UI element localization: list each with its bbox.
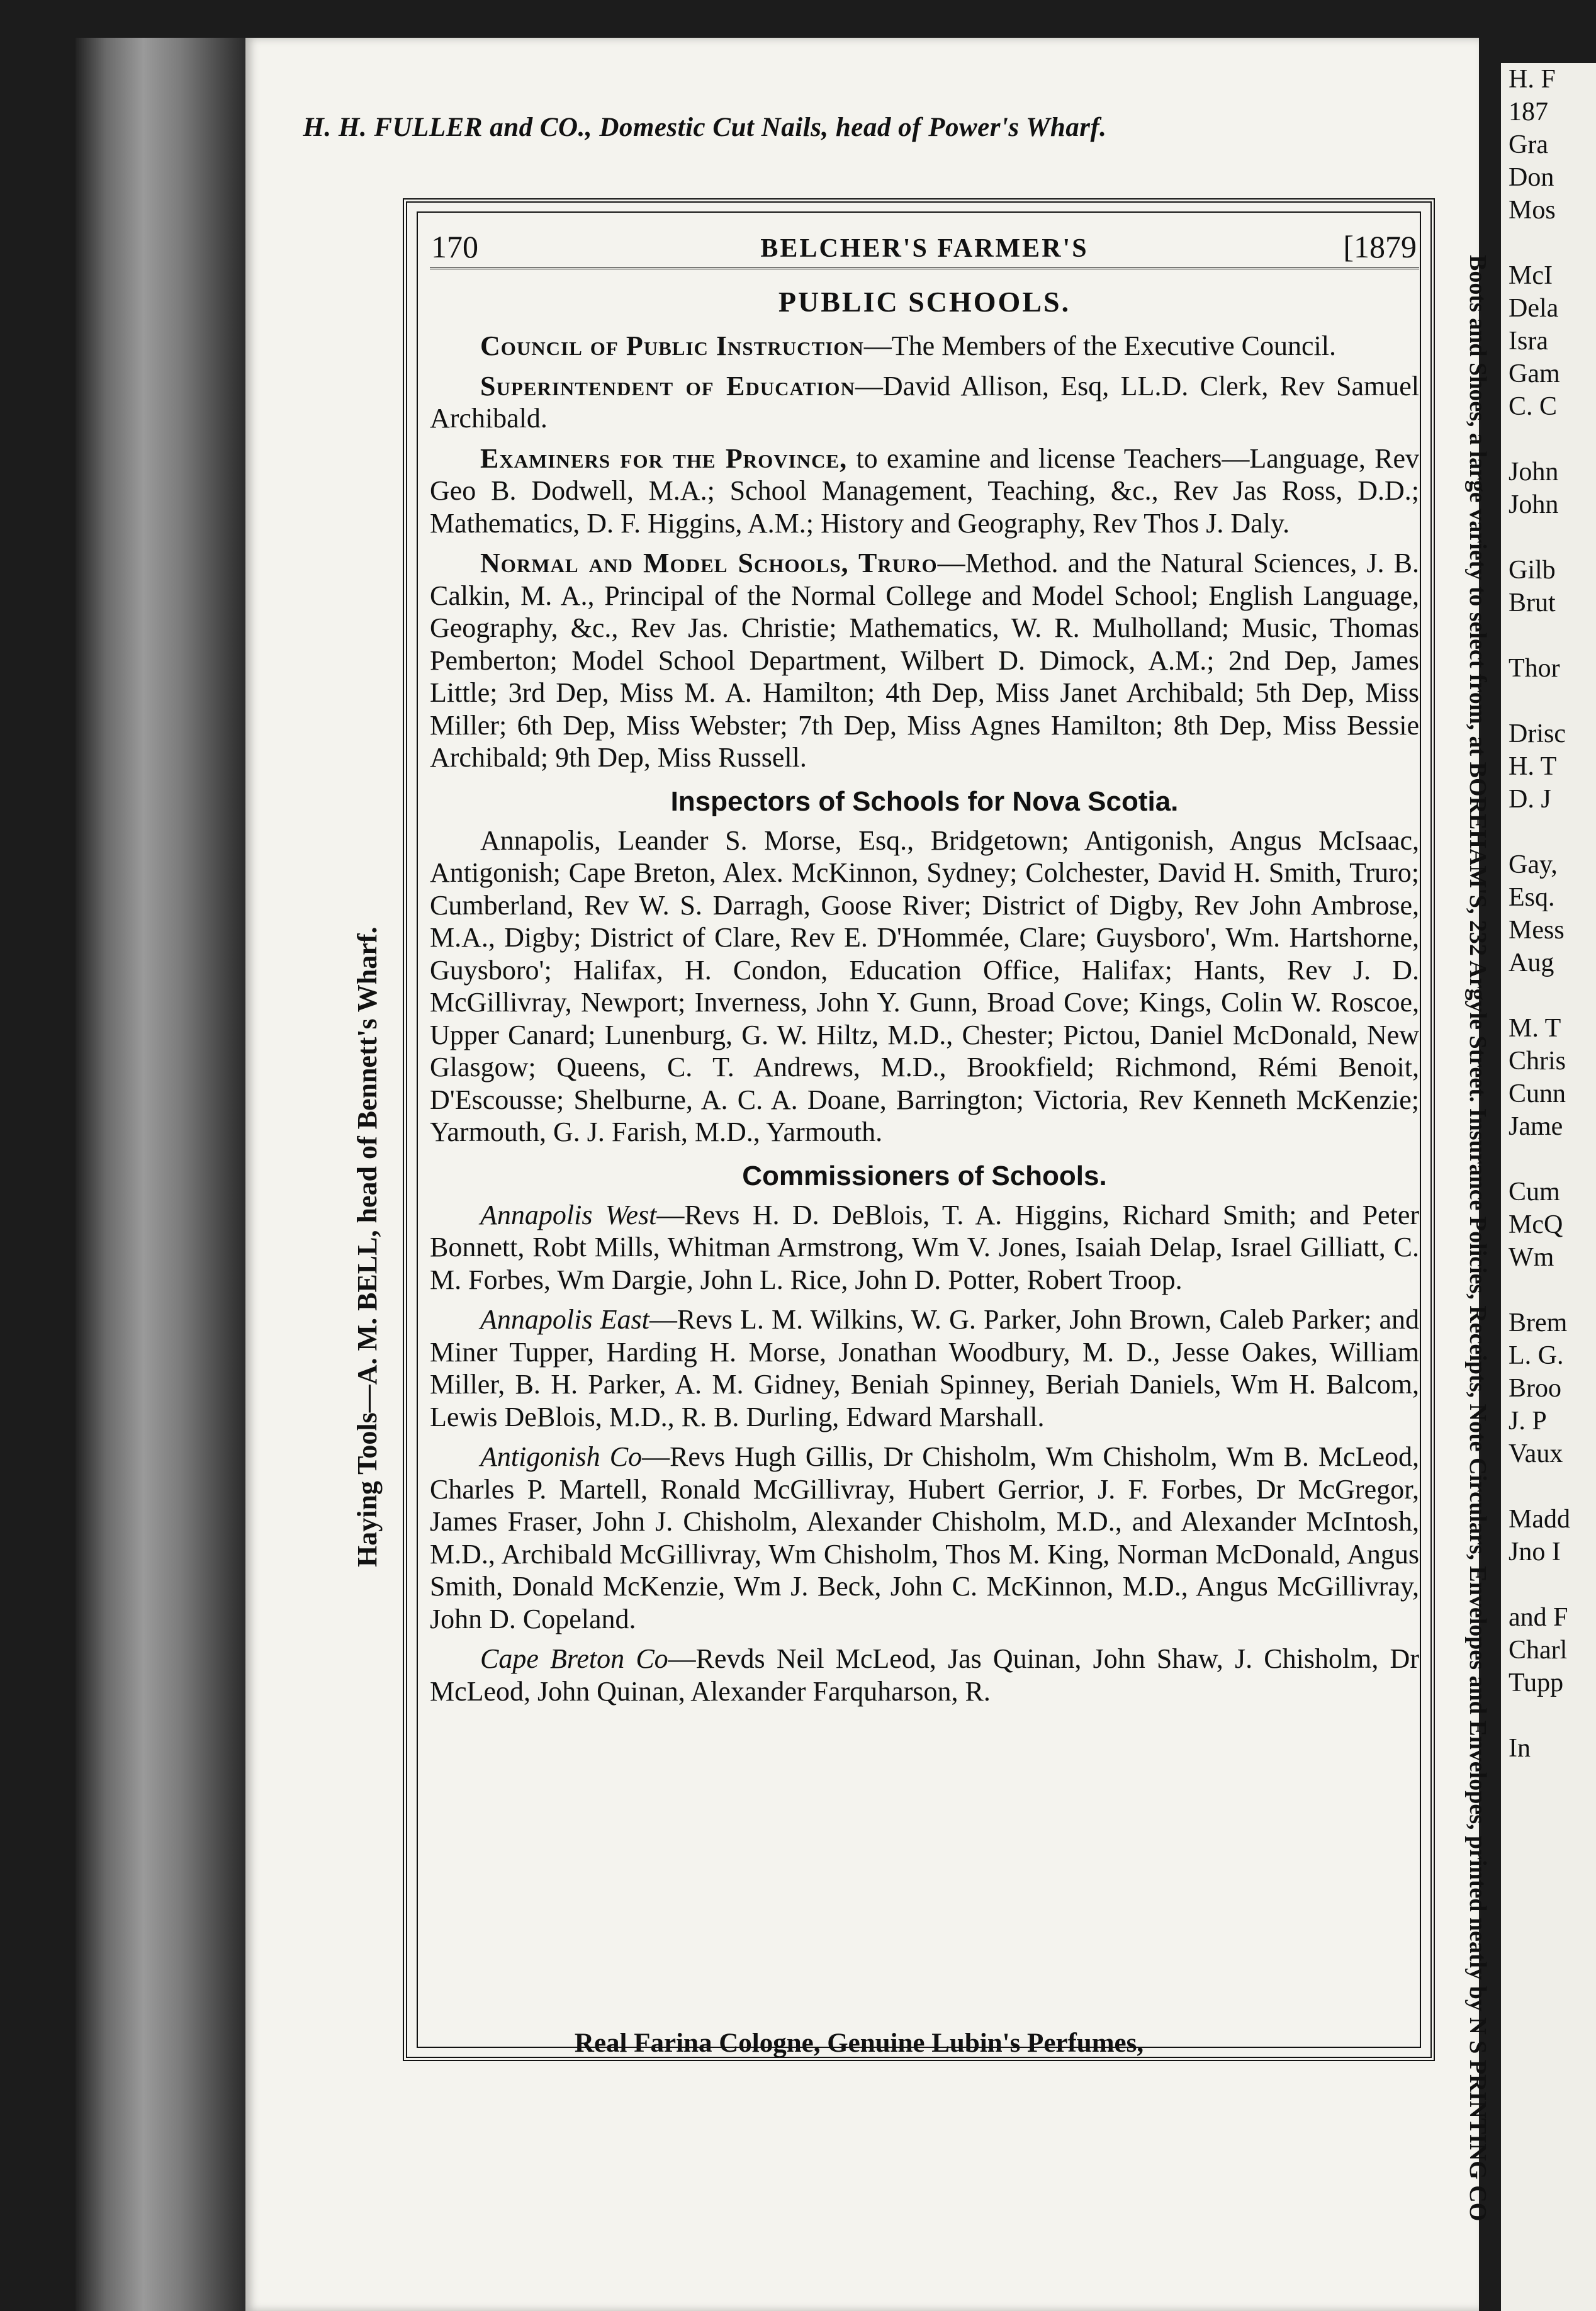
superintendent-label: Superintendent of Education — [480, 370, 855, 402]
header-year: [1879 — [1343, 229, 1417, 264]
adjacent-page-line — [1501, 1274, 1596, 1307]
normal-school-text: —Method. and the Natural Sciences, J. B. Calkin, M. A., Principal of the Normal College and Model School; English Language, Geography, &c., Rev Jas. Christie; Mathematics, W. R. Mulholland; Music, Thomas Pemberton; Model School Department, Wilbert D. Dimock, A.M.; 2nd Dep, James Little; 3rd Dep, Miss M. A. Hamilton; 4th Dep, Miss Janet Archibald; 5th Dep, Miss Miller; 6th Dep, Miss Webster; 7th Dep, Miss Agnes Hamilton; 8th Dep, Miss Bessie Archibald; 9th Dep, Miss Russell. — [430, 548, 1419, 773]
adjacent-page-line: Charl — [1509, 1636, 1568, 1665]
cape-breton-entry — [430, 1643, 1419, 1707]
adjacent-page-line: John — [1509, 490, 1559, 519]
adjacent-page-line: 187 — [1509, 98, 1548, 127]
cape-breton-label: Cape Breton Co — [480, 1643, 668, 1674]
adjacent-page-line — [1501, 816, 1596, 848]
annapolis-west-text: —Revs H. D. DeBlois, T. A. Higgins, Richard Smith; and Peter Bonnett, Robt Mills, Whitman Armstrong, Wm V. Jones, Isaiah Delap, Israel Gilliatt, C. M. Forbes, Wm Dargie, John L. Rice, John D. Potter, Robert Troop. — [430, 1199, 1419, 1295]
adjacent-page-line: D. J — [1509, 785, 1551, 814]
adjacent-page-line: Gra — [1509, 130, 1548, 159]
adjacent-page-line: McI — [1509, 261, 1553, 290]
adjacent-page-line: L. G. — [1509, 1341, 1564, 1370]
adjacent-page-line: Esq. — [1509, 883, 1555, 912]
adjacent-page-line: Isra — [1509, 327, 1548, 356]
annapolis-east-label: Annapolis East — [480, 1304, 649, 1335]
bottom-advertisement: Real Farina Cologne, Genuine Lubin's Perfumes, — [574, 2028, 1144, 2058]
adjacent-page-line: Broo — [1509, 1374, 1561, 1403]
adjacent-page-line — [1501, 1568, 1596, 1601]
annapolis-west-label: Annapolis West — [480, 1199, 657, 1230]
adjacent-page-line: M. T — [1509, 1014, 1561, 1043]
adjacent-page-line: Mos — [1509, 196, 1556, 225]
adjacent-page-line: Thor — [1509, 654, 1560, 683]
superintendent-text: —David Allison, Esq, LL.D. Clerk, Rev Samuel Archibald. — [430, 370, 1419, 434]
examiners-entry — [430, 442, 1419, 540]
adjacent-page-line — [1501, 227, 1596, 259]
adjacent-page-line: Dela — [1509, 294, 1559, 323]
adjacent-page-line — [1501, 619, 1596, 652]
antigonish-label: Antigonish Co — [480, 1441, 643, 1472]
adjacent-page-line: Jno I — [1509, 1538, 1561, 1566]
top-advertisement: H. H. FULLER and CO., Domestic Cut Nails, head of Power's Wharf. — [303, 113, 1107, 142]
page-number: 170 — [431, 229, 478, 264]
cape-breton-text: —Revds Neil McLeod, Jas Quinan, John Shaw, J. Chisholm, Dr McLeod, John Quinan, Alexander Farquharson, R. — [430, 1643, 1419, 1707]
adjacent-page-line: McQ — [1509, 1210, 1563, 1239]
normal-school-label: Normal and Model Schools, Truro — [480, 548, 938, 578]
examiners-label: Examiners for the Province, — [480, 442, 848, 474]
adjacent-page-line: Chris — [1509, 1047, 1566, 1076]
normal-school-entry — [430, 547, 1419, 774]
council-label: Council of Public Instruction — [480, 330, 864, 361]
adjacent-page-line: H. F — [1509, 65, 1556, 94]
adjacent-page-line: Gam — [1509, 359, 1560, 388]
adjacent-page-line — [1501, 1699, 1596, 1732]
annapolis-east-entry — [430, 1303, 1419, 1433]
adjacent-page-text — [1501, 63, 1596, 1765]
adjacent-page-line — [1501, 423, 1596, 456]
page-content — [430, 217, 1419, 2042]
examiners-text: to examine and license Teachers—Language, Rev Geo B. Dodwell, M.A.; School Management, Teaching, &c., Rev Jas Ross, D.D.; Mathematics, D. F. Higgins, A.M.; History and Geography, Rev Thos J. Daly. — [430, 442, 1419, 539]
adjacent-page-line: Cunn — [1509, 1079, 1566, 1108]
adjacent-page-line: C. C — [1509, 392, 1558, 421]
antigonish-entry — [430, 1441, 1419, 1635]
adjacent-page-line: Mess — [1509, 916, 1565, 945]
council-entry — [430, 330, 1419, 363]
right-side-advertisement: Boots and Shoes, a large variety to select from, at BOREHAM'S, 232 Argyle Street. Insurance Policies, Receipts, Note Circulars, Envelopes and Envelopes, printed neatly by N S PRINTING CO — [1464, 255, 1491, 2222]
adjacent-page-line: Jame — [1509, 1112, 1563, 1141]
adjacent-page-line: Cum — [1509, 1178, 1560, 1206]
section-title-commissioners: Commissioners of Schools. — [742, 1160, 1107, 1191]
adjacent-page-line: Gilb — [1509, 556, 1556, 585]
adjacent-page-line: Aug — [1509, 948, 1554, 977]
section-title-inspectors: Inspectors of Schools for Nova Scotia. — [670, 785, 1179, 817]
adjacent-page-line: Don — [1509, 163, 1554, 192]
adjacent-page-line — [1501, 685, 1596, 717]
adjacent-page-line: Madd — [1509, 1505, 1570, 1534]
adjacent-page-line — [1501, 521, 1596, 554]
adjacent-page-line: Vaux — [1509, 1439, 1563, 1468]
superintendent-entry — [430, 370, 1419, 435]
annapolis-west-entry — [430, 1199, 1419, 1296]
adjacent-page-line: Tupp — [1509, 1668, 1564, 1697]
adjacent-page-line — [1501, 979, 1596, 1012]
annapolis-east-text: —Revs L. M. Wilkins, W. G. Parker, John Brown, Caleb Parker; and Miner Tupper, Harding H. Morse, Jonathan Woodbury, M. D., Jesse Oakes, William Miller, B. H. Parker, A. M. Gidney, Beniah Spinney, Beriah Daniels, Wm H. Balcom, Lewis DeBlois, M.D., R. B. Durling, Edward Marshall. — [430, 1304, 1419, 1432]
inspectors-list: Annapolis, Leander S. Morse, Esq., Bridgetown; Antigonish, Angus McIsaac, Antigonish; Cape Breton, Alex. McKinnon, Sydney; Colchester, David H. Smith, Truro; Cumberland, Rev W. S. Darragh, Goose River; District of Digby, Rev John Ambrose, M.A., Digby; District of Clare, Rev E. D'Hommée, Clare; Guysboro', Wm. Hartshorne, Guysboro'; Halifax, H. Condon, Education Office, Halifax; Hants, Rev J. D. McGillivray, Newport; Inverness, John Y. Gunn, Broad Cove; Kings, Colin W. Roscoe, Upper Canard; Lunenburg, G. W. Hiltz, M.D., Chester; Pictou, Daniel McDonald, New Glasgow; Queens, C. T. Andrews, M.D., Brookfield; Richmond, Rémi Benoit, D'Escousse; Shelburne, A. C. A. Doane, Barrington; Victoria, Rev Kenneth McKenzie; Yarmouth, G. J. Farish, M.D., Yarmouth. — [430, 824, 1419, 1147]
running-title: BELCHER'S FARMER'S — [760, 234, 1089, 263]
council-text: —The Members of the Executive Council. — [863, 330, 1336, 361]
adjacent-page-line: H. T — [1509, 752, 1557, 781]
section-title-public-schools: PUBLIC SCHOOLS. — [778, 286, 1071, 318]
adjacent-page-edge — [1501, 63, 1596, 2311]
adjacent-page-line — [1501, 1143, 1596, 1176]
left-side-advertisement: Haying Tools—A. M. BELL, head of Bennett's Wharf. — [352, 926, 383, 1567]
adjacent-page-line — [1501, 1470, 1596, 1503]
adjacent-page-line: Brut — [1509, 588, 1556, 617]
running-header — [430, 217, 1419, 269]
adjacent-page-line: Wm — [1509, 1243, 1554, 1272]
adjacent-page-line: In — [1509, 1734, 1531, 1763]
adjacent-page-line: Drisc — [1509, 719, 1566, 748]
antigonish-text: —Revs Hugh Gillis, Dr Chisholm, Wm Chisholm, Wm B. McLeod, Charles P. Martell, Ronald McGillivray, Hubert Gerrior, J. F. Forbes, Dr McGregor, James Fraser, John J. Chisholm, Alexander Chisholm, M.D., and Alexander McIntosh, M.D., Archibald McGillivray, Wm Chisholm, Thos M. King, Norman McDonald, Angus Smith, Donald McKenzie, Wm J. Beck, John C. McKinnon, M.D., Angus McGillivray, John D. Copeland. — [430, 1441, 1419, 1634]
adjacent-page-line: J. P — [1509, 1407, 1547, 1436]
adjacent-page-line: Brem — [1509, 1308, 1568, 1337]
book-spine-shadow — [76, 38, 245, 2311]
adjacent-page-line: John — [1509, 458, 1559, 486]
adjacent-page-line: Gay, — [1509, 850, 1558, 879]
adjacent-page-line: and F — [1509, 1603, 1568, 1632]
